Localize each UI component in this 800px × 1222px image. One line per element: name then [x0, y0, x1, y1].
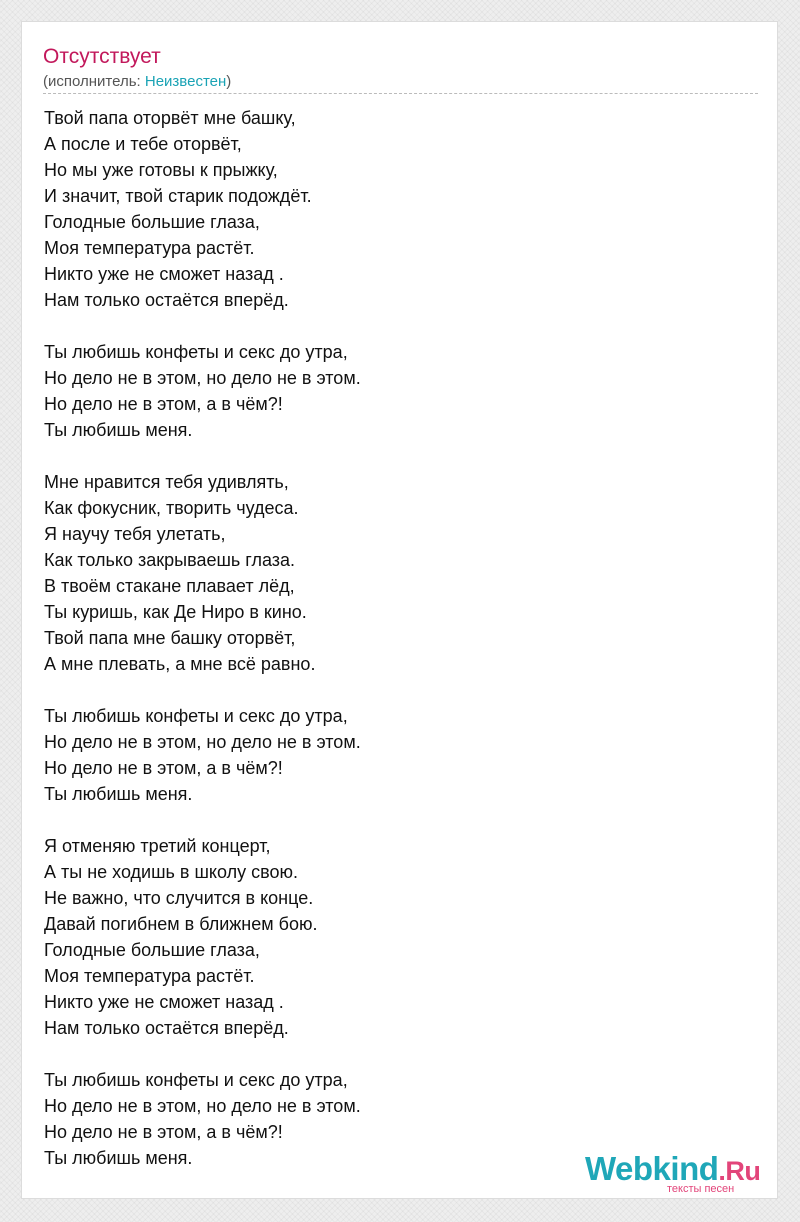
lyric-line: Никто уже не сможет назад . [44, 264, 284, 284]
lyric-line: Я научу тебя улетать, [44, 524, 226, 544]
lyric-line: Ты куришь, как Де Ниро в кино. [44, 602, 307, 622]
lyric-line: Мне нравится тебя удивлять, [44, 472, 289, 492]
webkind-logo[interactable] [585, 1150, 775, 1198]
logo-brand: Webkind [585, 1150, 719, 1187]
lyric-line: Как фокусник, творить чудеса. [44, 498, 299, 518]
lyric-line: Голодные большие глаза, [44, 940, 260, 960]
lyric-line: Ты любишь конфеты и секс до утра, [44, 1070, 348, 1090]
lyric-line: Я отменяю третий концерт, [44, 836, 271, 856]
lyric-line: А ты не ходишь в школу свою. [44, 862, 299, 882]
lyric-line: Нам только остаётся вперёд. [44, 290, 289, 310]
lyrics-stanza [44, 703, 744, 807]
song-title: Отсутствует [43, 45, 161, 68]
lyric-line: Как только закрываешь глаза. [44, 550, 296, 570]
lyric-line: Давай погибнем в ближнем бою. [44, 914, 318, 934]
title-divider [43, 93, 758, 94]
lyric-line: Ты любишь меня. [44, 784, 193, 804]
lyric-line: Моя температура растёт. [44, 238, 255, 258]
lyric-line: Но дело не в этом, а в чём?! [44, 758, 283, 778]
lyric-line: А мне плевать, а мне всё равно. [44, 654, 316, 674]
lyric-line: Твой папа оторвёт мне башку, [44, 108, 296, 128]
lyric-line: Ты любишь конфеты и секс до утра, [44, 342, 348, 362]
lyrics-stanza [44, 339, 744, 443]
lyric-line: Ты любишь меня. [44, 1148, 193, 1168]
lyric-line: Но дело не в этом, а в чём?! [44, 394, 283, 414]
lyric-line: Но дело не в этом, но дело не в этом. [44, 732, 361, 752]
lyric-line: В твоём стакане плавает лёд, [44, 576, 295, 596]
artist-line [43, 73, 231, 91]
lyrics-card [21, 21, 778, 1199]
lyric-line: Не важно, что случится в конце. [44, 888, 314, 908]
lyric-line: А после и тебе оторвёт, [44, 134, 242, 154]
artist-suffix: ) [226, 73, 232, 90]
lyric-line: Моя температура растёт. [44, 966, 255, 986]
logo-tagline: тексты песен [667, 1183, 735, 1195]
lyric-line: Ты любишь меня. [44, 420, 193, 440]
lyric-line: Голодные большие глаза, [44, 212, 260, 232]
lyrics-stanza [44, 469, 744, 677]
lyric-line: Твой папа мне башку оторвёт, [44, 628, 296, 648]
artist-prefix: (исполнитель: [43, 73, 145, 90]
lyric-line: Но дело не в этом, а в чём?! [44, 1122, 283, 1142]
lyric-line: И значит, твой старик подождёт. [44, 186, 312, 206]
lyric-line: Нам только остаётся вперёд. [44, 1018, 289, 1038]
lyrics-stanza [44, 833, 744, 1041]
lyric-line: Но дело не в этом, но дело не в этом. [44, 368, 361, 388]
artist-link[interactable]: Неизвестен [144, 73, 227, 90]
lyric-line: Но дело не в этом, но дело не в этом. [44, 1096, 361, 1116]
logo-tld: .Ru [718, 1156, 761, 1186]
lyric-line: Ты любишь конфеты и секс до утра, [44, 706, 348, 726]
lyric-line: Никто уже не сможет назад . [44, 992, 284, 1012]
lyrics-stanza [44, 105, 744, 313]
lyrics-body [44, 105, 744, 1197]
lyric-line: Но мы уже готовы к прыжку, [44, 160, 278, 180]
